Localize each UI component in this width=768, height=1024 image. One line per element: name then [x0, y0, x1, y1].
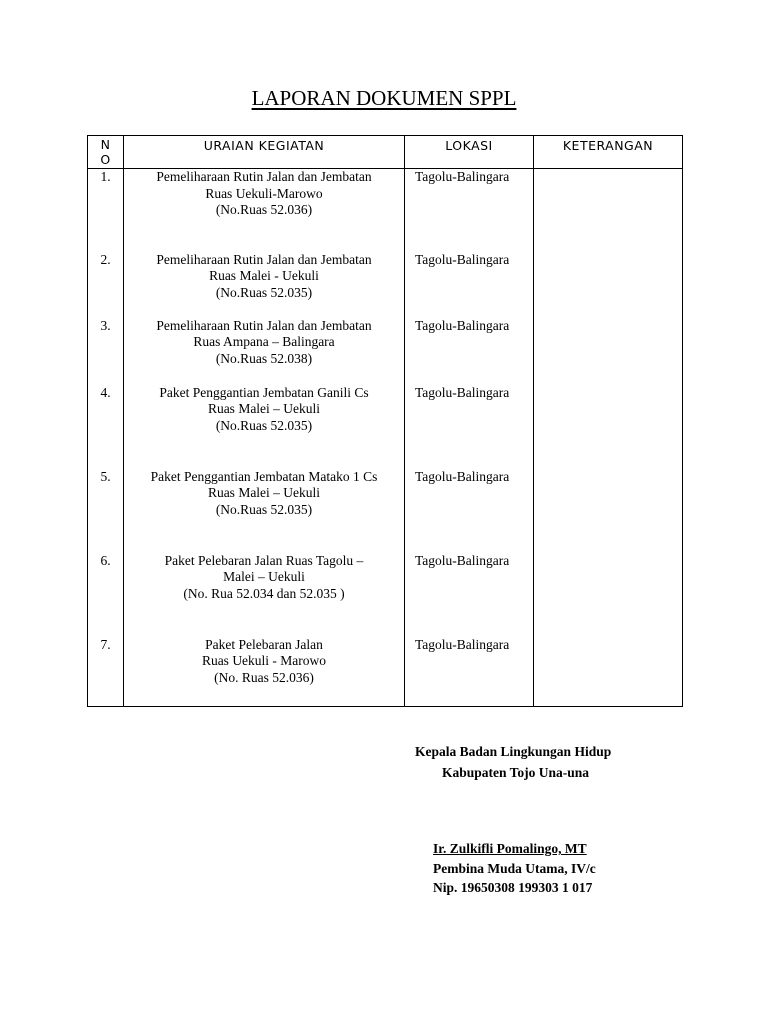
table-row	[88, 637, 683, 707]
row-number: 3.	[88, 318, 124, 385]
uraian-line: Ruas Malei – Uekuli	[207, 485, 321, 500]
row-keterangan	[534, 637, 683, 707]
row-number: 4.	[88, 385, 124, 469]
uraian-line: (No.Ruas 52.035)	[215, 284, 313, 300]
header-keterangan: KETERANGAN	[534, 136, 683, 169]
row-keterangan	[534, 469, 683, 553]
uraian-line: Pemeliharaan Rutin Jalan dan Jembatan	[156, 317, 372, 333]
row-keterangan	[534, 169, 683, 252]
uraian-line: Ruas Malei – Uekuli	[207, 401, 321, 416]
row-number: 2.	[88, 252, 124, 318]
header-no-line1: N	[100, 137, 111, 152]
uraian-line: Pemeliharaan Rutin Jalan dan Jembatan	[156, 251, 372, 267]
signature-position-line1: Kepala Badan Lingkungan Hidup	[415, 744, 612, 759]
row-lokasi: Tagolu-Balingara	[405, 252, 534, 318]
row-lokasi: Tagolu-Balingara	[405, 637, 534, 707]
row-lokasi: Tagolu-Balingara	[405, 385, 534, 469]
row-number: 1.	[88, 169, 124, 252]
row-uraian	[124, 553, 405, 637]
uraian-line: (No.Ruas 52.036)	[215, 202, 313, 217]
row-number: 7.	[88, 637, 124, 707]
uraian-line: (No.Ruas 52.038)	[215, 350, 313, 366]
uraian-line: Paket Pelebaran Jalan Ruas Tagolu –	[164, 552, 364, 568]
uraian-line: Paket Penggantian Jembatan Matako 1 Cs	[150, 468, 378, 484]
row-uraian	[124, 469, 405, 553]
row-uraian	[124, 385, 405, 469]
row-number: 5.	[88, 469, 124, 553]
row-uraian	[124, 169, 405, 252]
uraian-line: (No. Ruas 52.036)	[214, 669, 314, 685]
table-row	[88, 385, 683, 469]
table-row	[88, 252, 683, 318]
signatory-name: Ir. Zulkifli Pomalingo, MT	[433, 841, 587, 856]
row-keterangan	[534, 318, 683, 385]
row-lokasi: Tagolu-Balingara	[405, 469, 534, 553]
header-lokasi: LOKASI	[405, 136, 534, 169]
header-uraian: URAIAN KEGIATAN	[124, 136, 405, 169]
row-keterangan	[534, 385, 683, 469]
table-row	[88, 169, 683, 252]
header-no-line2: O	[100, 152, 111, 167]
uraian-line: Ruas Malei - Uekuli	[209, 268, 319, 283]
signatory-nip: Nip. 19650308 199303 1 017	[433, 880, 593, 895]
uraian-line: Ruas Ampana – Balingara	[193, 334, 335, 349]
uraian-line: Malei – Uekuli	[223, 569, 305, 584]
row-keterangan	[534, 252, 683, 318]
document-title: LAPORAN DOKUMEN SPPL	[251, 86, 517, 110]
uraian-line: Ruas Uekuli-Marowo	[205, 185, 323, 201]
uraian-line: Paket Penggantian Jembatan Ganili Cs	[159, 384, 369, 400]
report-table	[87, 135, 683, 707]
table-header-row	[88, 136, 683, 169]
uraian-line: (No.Ruas 52.035)	[215, 501, 313, 517]
row-uraian	[124, 252, 405, 318]
row-uraian	[124, 318, 405, 385]
uraian-line: Ruas Uekuli - Marowo	[201, 653, 327, 668]
uraian-line: (No.Ruas 52.035)	[215, 417, 313, 433]
uraian-line: Paket Pelebaran Jalan	[205, 636, 323, 652]
row-keterangan	[534, 553, 683, 637]
table-row	[88, 469, 683, 553]
row-lokasi: Tagolu-Balingara	[405, 553, 534, 637]
row-lokasi: Tagolu-Balingara	[405, 169, 534, 252]
row-number: 6.	[88, 553, 124, 637]
table-row	[88, 553, 683, 637]
uraian-line: Pemeliharaan Rutin Jalan dan Jembatan	[156, 169, 372, 184]
uraian-line: (No. Rua 52.034 dan 52.035 )	[183, 585, 345, 601]
table-row	[88, 318, 683, 385]
header-no	[88, 136, 124, 169]
signatory-rank: Pembina Muda Utama, IV/c	[433, 861, 596, 876]
row-lokasi: Tagolu-Balingara	[405, 318, 534, 385]
signature-position-line2: Kabupaten Tojo Una-una	[442, 765, 590, 780]
row-uraian	[124, 637, 405, 707]
